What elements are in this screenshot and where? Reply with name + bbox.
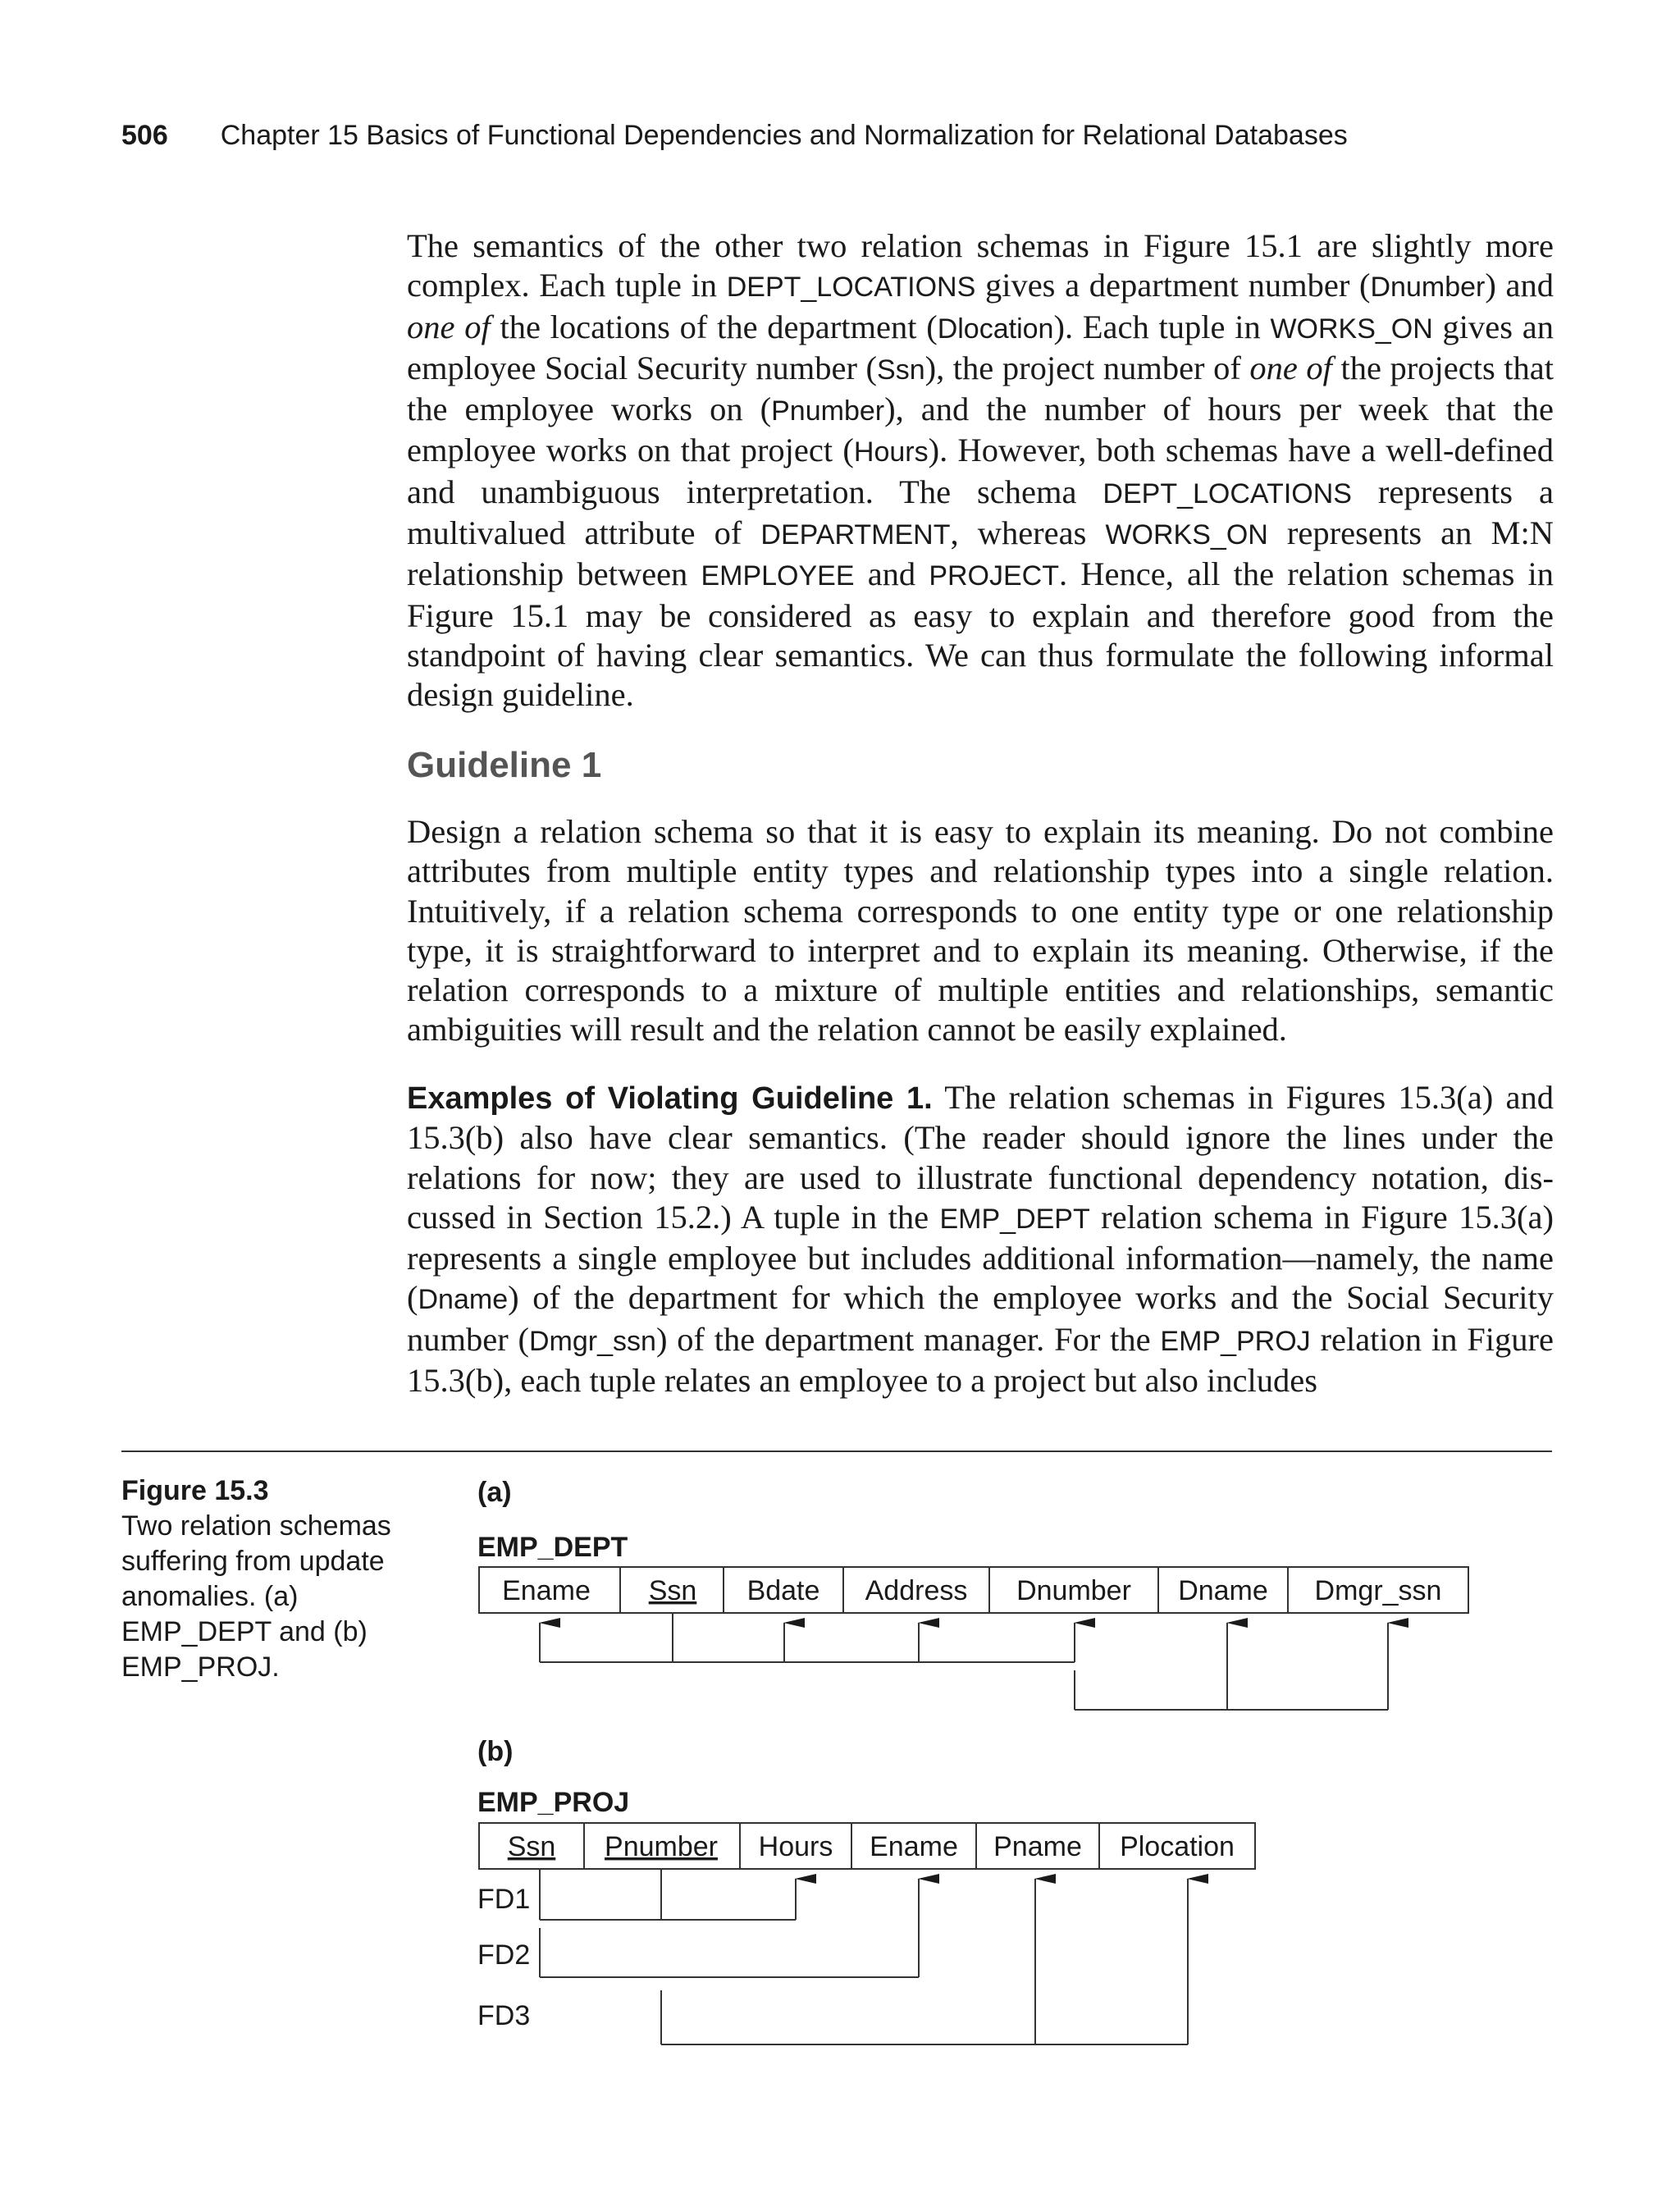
text-run: ) of the department manager. For the	[655, 1320, 1161, 1358]
italic-term: one of	[407, 308, 491, 345]
text-run: represents a multivalued attribute of	[407, 473, 1554, 552]
guideline-text: Design a relation schema so that it is easy to explain its meaning. Do not combine attributes from multiple entity types and relationship types into a single relation. Intuitively, if a relation schema corresponds to one entity type or one relationship type, it is straightforward to interpret and to explain its meaning. Otherwise, if the relation corresponds to a mixture of multiple entities and relationships, semantic ambiguities will result and the relation cannot be easily explained.	[407, 813, 1554, 1048]
attr-plocation: Plocation	[1120, 1831, 1235, 1862]
code-term: Dlocation	[937, 313, 1054, 345]
text-run: The relation schemas in Figures 15.3(a) and 15.3(b) also have clear semantics. (The reader should ignore the lines under the relations for now; they are used to illustrate functional dependency notation, discussed in Section 15.2.) A tuple in the	[407, 1079, 1554, 1236]
code-term: EMP_DEPT	[939, 1203, 1090, 1235]
attr-dnumber: Dnumber	[1016, 1575, 1131, 1606]
text-run: ) and	[1485, 267, 1554, 304]
text-run: represents an M:N relationship between	[407, 514, 1554, 593]
attr-dname: Dname	[1178, 1575, 1268, 1606]
text-run: ). Each tuple in	[1053, 308, 1271, 345]
text-run: The semantics of the other two relation schemas in Figure 15.1 are slightly more complex. Each tuple in	[407, 227, 1554, 304]
code-term: DEPARTMENT	[760, 519, 951, 551]
emp-proj-relation-name: EMP_PROJ	[477, 1787, 630, 1818]
run-in-heading: Examples of Violating Guideline 1.	[407, 1081, 933, 1116]
text-run: , whereas	[950, 514, 1106, 552]
code-term: WORKS_ON	[1105, 519, 1268, 551]
attr-hours: Hours	[758, 1831, 833, 1862]
text-run: gives a department number (	[975, 267, 1371, 304]
text-run: relation in Figure 15.3(b), each tuple relates an employee to a project but also includes	[407, 1320, 1554, 1400]
emp-dept-fd-lines	[540, 1613, 1388, 1710]
code-term: PROJECT	[929, 560, 1060, 592]
code-term: WORKS_ON	[1270, 313, 1433, 345]
emp-proj-fd-lines	[540, 1869, 1188, 2044]
attr-ename: Ename	[870, 1831, 958, 1862]
attr-dmgr-ssn: Dmgr_ssn	[1314, 1575, 1442, 1606]
code-term: EMP_PROJ	[1160, 1325, 1311, 1357]
code-term: Dnumber	[1370, 272, 1486, 304]
text-run: ), the project number of	[924, 349, 1250, 386]
text-run: the projects that the employee works on (	[407, 349, 1554, 428]
attr-ename: Ename	[502, 1575, 591, 1606]
attr-address: Address	[865, 1575, 968, 1606]
italic-term: one of	[1249, 349, 1332, 386]
code-term: Pnumber	[771, 395, 885, 427]
text-run: and	[854, 555, 929, 593]
attr-ssn-key: Ssn	[507, 1831, 556, 1862]
text-run: ), and the number of hours per week that the employee works on that project (	[407, 391, 1554, 469]
attr-pnumber-key: Pnumber	[605, 1831, 718, 1862]
code-term: Dmgr_ssn	[529, 1325, 656, 1357]
code-term: DEPT_LOCATIONS	[726, 272, 976, 304]
figure-caption-title: Figure 15.3	[121, 1475, 269, 1506]
text-run: ). However, both schemas have a well-defined and unambiguous interpretation. The schema	[407, 432, 1554, 510]
attr-bdate: Bdate	[746, 1575, 820, 1606]
running-title: Chapter 15 Basics of Functional Dependencies and Normalization for Relational Databases	[220, 120, 1348, 151]
code-term: Hours	[853, 436, 929, 468]
emp-dept-table	[479, 1567, 1468, 1613]
text-run: gives an employee Social Security number (	[407, 308, 1554, 386]
code-term: EMPLOYEE	[701, 560, 855, 592]
attr-pname: Pname	[993, 1831, 1082, 1862]
part-b-label: (b)	[477, 1736, 514, 1767]
code-term: Dname	[418, 1284, 509, 1316]
emp-dept-relation-name: EMP_DEPT	[477, 1532, 628, 1563]
text-run: . Hence, all the relation schemas in Figure 15.1 may be considered as easy to explain and therefore good from the standpoint of having clear semantics. We can thus formulate the following informal design guideline.	[407, 555, 1554, 714]
fd2-label: FD2	[477, 1939, 531, 1971]
attr-ssn-key: Ssn	[648, 1575, 697, 1606]
fd3-label: FD3	[477, 2000, 531, 2031]
fd1-label: FD1	[477, 1884, 531, 1915]
guideline-heading: Guideline 1	[407, 745, 602, 785]
text-run: relation schema in Figure 15.3(a) represents a single employee but includes additional information—namely, the name (	[407, 1198, 1554, 1317]
code-term: DEPT_LOCATIONS	[1102, 477, 1352, 509]
text-run: ) of the department for which the employee works and the Social Security number (	[407, 1279, 1554, 1358]
figure-caption-text: Two relation schemas suffering from update anomalies. (a) EMP_DEPT and (b) EMP_PROJ.	[121, 1510, 391, 1683]
emp-proj-table	[479, 1823, 1255, 1869]
page-number: 506	[121, 120, 168, 151]
code-term: Ssn	[877, 354, 925, 386]
part-a-label: (a)	[477, 1477, 512, 1508]
text-run: the locations of the department (	[490, 308, 938, 345]
